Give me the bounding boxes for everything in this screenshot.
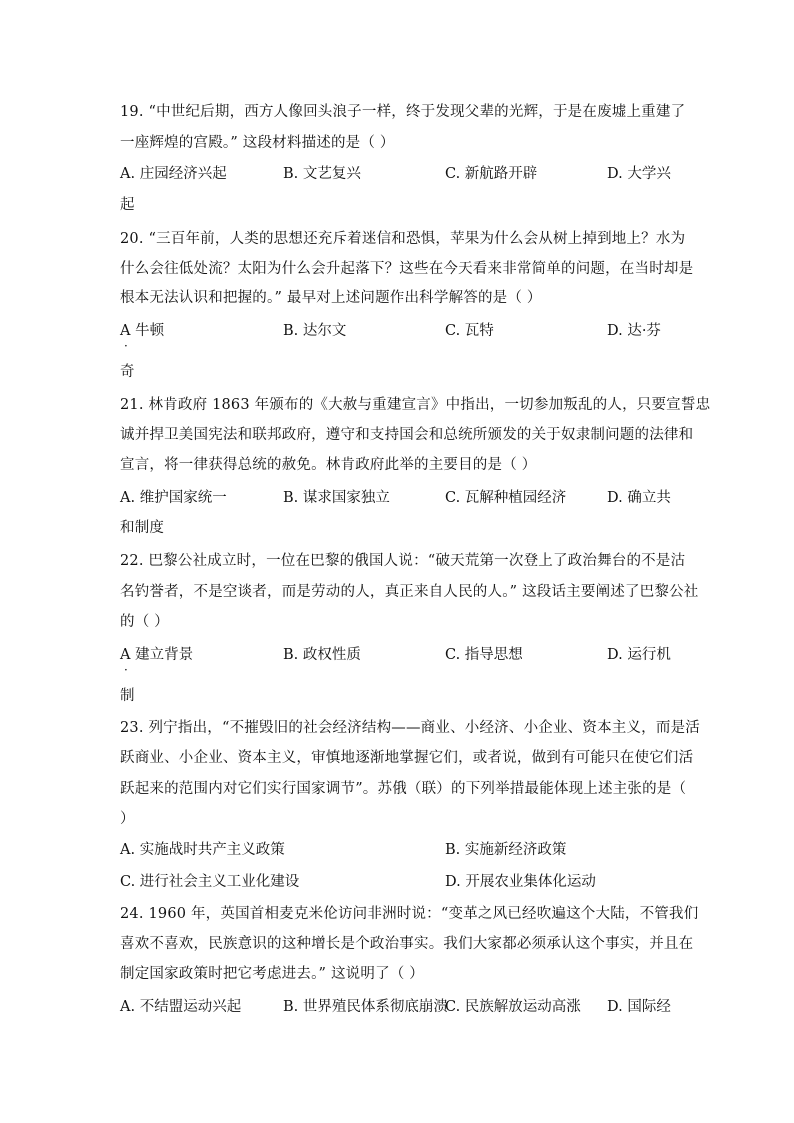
q22-option-d-wrap: 制	[120, 688, 135, 704]
q24-stem-line-3: 制定国家政策时把它考虑进去。” 这说明了（ ）	[120, 966, 424, 982]
q20-option-b: B. 达尔文	[283, 323, 347, 339]
q21-option-a: A. 维护国家统一	[120, 490, 227, 506]
q24-option-d: D. 国际经	[607, 999, 671, 1015]
q19-option-b: B. 文艺复兴	[283, 166, 361, 182]
q23-option-c: C. 进行社会主义工业化建设	[120, 874, 300, 890]
q23-stem-line-1: 23. 列宁指出，“不摧毁旧的社会经济结构——商业、小经济、小企业、资本主义，而是活	[120, 720, 700, 736]
q20-option-d: D. 达·芬	[607, 323, 661, 339]
q21-option-d-wrap: 和制度	[120, 520, 165, 536]
q22-option-b: B. 政权性质	[283, 647, 361, 663]
q22-stem-line-3: 的（ ）	[120, 614, 169, 630]
q23-stem-line-3: 跃起来的范围内对它们实行国家调节”。苏俄（联）的下列举措最能体现上述主张的是（	[120, 781, 687, 797]
q20-option-c: C. 瓦特	[445, 323, 494, 339]
q19-option-c: C. 新航路开辟	[445, 166, 538, 182]
q21-option-c: C. 瓦解种植园经济	[445, 490, 567, 506]
q24-stem-line-2: 喜欢不喜欢，民族意识的这种增长是个政治事实。我们大家都必须承认这个事实，并且在	[120, 936, 694, 952]
q19-option-d-wrap: 起	[120, 197, 135, 213]
q22-stem-line-1: 22. 巴黎公社成立时，一位在巴黎的俄国人说：“破天荒第一次登上了政治舞台的不是沽	[120, 553, 686, 569]
q21-stem-line-3: 宣言，将一律获得总统的赦免。林肯政府此举的主要目的是（ ）	[120, 457, 537, 473]
q22-option-d: D. 运行机	[607, 647, 671, 663]
q19-option-a: A. 庄园经济兴起	[120, 166, 227, 182]
q21-option-d: D. 确立共	[607, 490, 671, 506]
q19-stem-line-1: 19. “中世纪后期，西方人像回头浪子一样，终于发现父辈的光辉，于是在废墟上重建了	[120, 104, 686, 120]
q23-option-b: B. 实施新经济政策	[445, 842, 567, 858]
q21-option-b: B. 谋求国家独立	[283, 490, 390, 506]
q24-option-b: B. 世界殖民体系彻底崩溃	[283, 999, 448, 1015]
q22-stem-line-2: 名钓誉者，不是空谈者，而是劳动的人，真正来自人民的人。” 这段话主要阐述了巴黎公社	[120, 584, 699, 600]
q20-option-a: A 牛顿	[120, 323, 165, 339]
q20-stem-line-1: 20. “三百年前，人类的思想还充斥着迷信和恐惧，苹果为什么会从树上掉到地上？水为	[120, 231, 686, 247]
q23-stem-line-4: ）	[120, 811, 135, 827]
q24-option-c: C. 民族解放运动高涨	[445, 999, 581, 1015]
q20-stem-line-2: 什么会往低处流？太阳为什么会升起落下？这些在今天看来非常简单的问题，在当时却是	[120, 261, 694, 277]
q23-stem-line-2: 跃商业、小企业、资本主义，审慎地逐渐地掌握它们，或者说，做到有可能只在使它们活	[120, 750, 694, 766]
q21-stem-line-1: 21. 林肯政府 1863 年颁布的《大赦与重建宣言》中指出，一切参加叛乱的人，只要宣誓忠	[120, 397, 711, 413]
q22-option-c: C. 指导思想	[445, 647, 523, 663]
q19-stem-line-2: 一座辉煌的宫殿。” 这段材料描述的是（ ）	[120, 135, 395, 151]
q23-option-d: D. 开展农业集体化运动	[445, 874, 596, 890]
q20-option-d-wrap: 奇	[120, 364, 135, 380]
q23-option-a: A. 实施战时共产主义政策	[120, 842, 285, 858]
q24-option-a: A. 不结盟运动兴起	[120, 999, 242, 1015]
q24-stem-line-1: 24. 1960 年，英国首相麦克米伦访问非洲时说：“变革之风已经吹遍这个大陆，不管我们	[120, 906, 699, 922]
q20-stem-line-3: 根本无法认识和把握的。” 最早对上述问题作出科学解答的是（ ）	[120, 290, 542, 306]
q21-stem-line-2: 诚并捍卫美国宪法和联邦政府，遵守和支持国会和总统所颁发的关于奴隶制问题的法律和	[120, 427, 694, 443]
q19-option-d: D. 大学兴	[607, 166, 671, 182]
q20-option-a-dot: ·	[124, 339, 128, 353]
q22-option-a-dot: ·	[124, 663, 128, 677]
q22-option-a: A 建立背景	[120, 647, 194, 663]
